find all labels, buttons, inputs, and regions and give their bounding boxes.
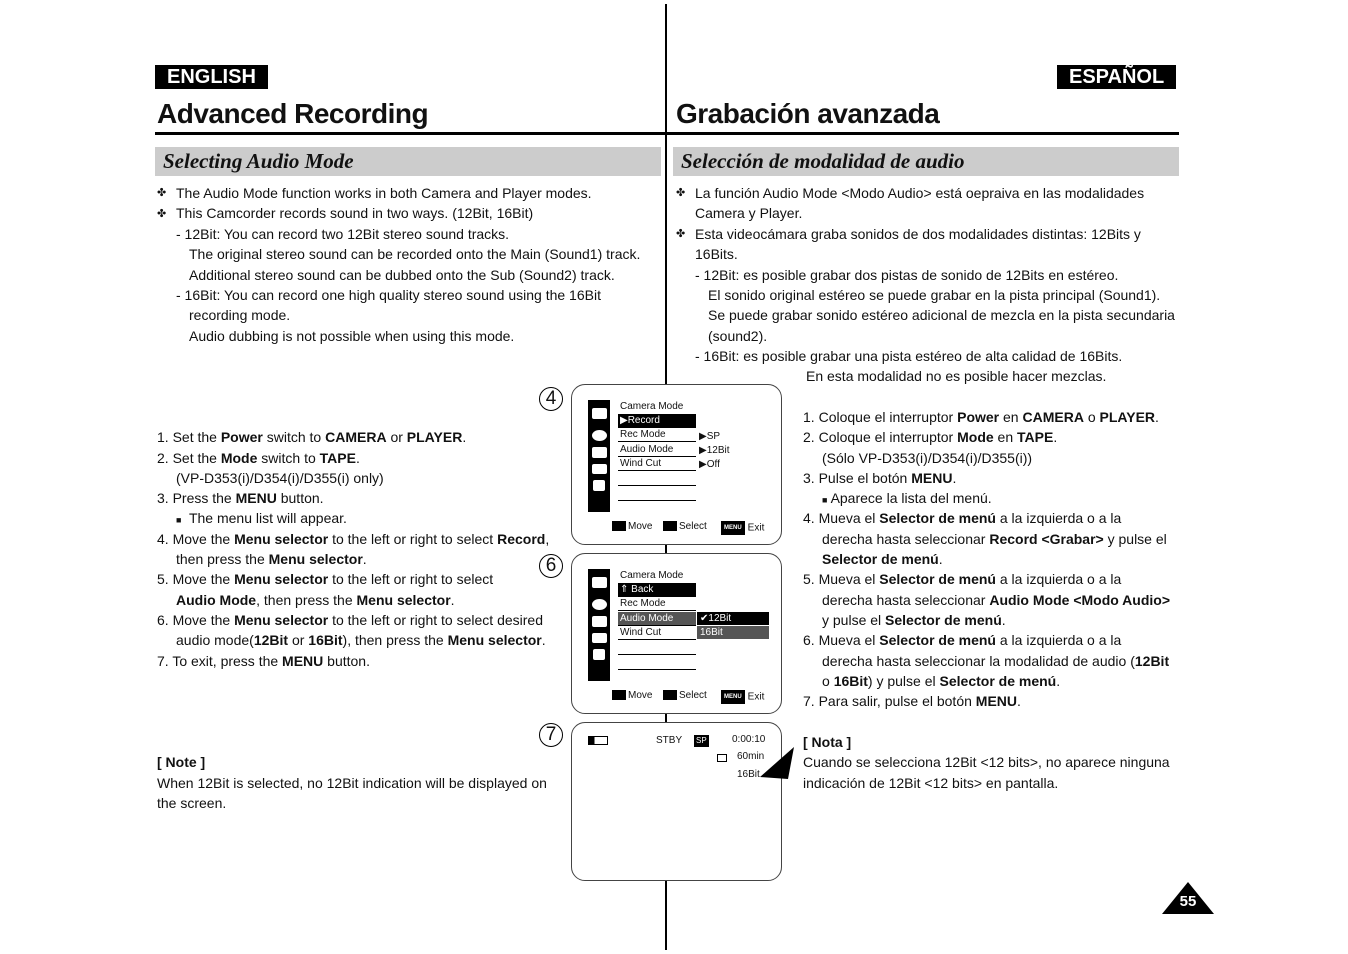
intro-line: - 16Bit: You can record one high quality stereo sound using the 16Bit — [176, 287, 601, 303]
intro-line: The original stereo sound can be recorded onto the Main (Sound1) track. — [189, 246, 641, 262]
step-line: 5. Mueva el Selector de menú a la izquierda o a la — [803, 571, 1122, 587]
intro-line: Audio dubbing is not possible when using this mode. — [189, 328, 515, 344]
tape-remaining: 60min — [737, 751, 765, 762]
step-line: o 16Bit) y pulse el Selector de menú. — [822, 673, 1061, 689]
intro-line: - 12Bit: es posible grabar dos pistas de sonido de 12Bits en estéreo. — [695, 267, 1119, 283]
note-title-es: [ Nota ] — [803, 734, 852, 750]
section-heading-es: Selección de modalidad de audio — [673, 147, 1179, 176]
intro-line: recording mode. — [189, 307, 291, 323]
cross-bullet-icon: ✤ — [676, 187, 686, 199]
battery-icon — [588, 736, 608, 745]
footer-exit: MENU Exit — [721, 690, 764, 704]
menu-item-wind-cut[interactable]: Wind Cut — [618, 626, 696, 640]
stby-indicator: STBY — [656, 735, 683, 746]
step-line: y pulse el Selector de menú. — [822, 612, 1006, 628]
menu-item-audio-mode[interactable]: Audio Mode — [618, 443, 696, 457]
record-icon — [592, 599, 607, 610]
step-line: 1. Coloque el interruptor Power en CAMERA o PLAYER. — [803, 409, 1159, 425]
menu-button-icon: MENU — [721, 521, 745, 535]
record-icon — [592, 430, 607, 441]
intro-line: Additional stereo sound can be dubbed onto the Sub (Sound2) track. — [189, 267, 615, 283]
intro-line: This Camcorder records sound in two ways. (12Bit, 16Bit) — [176, 205, 534, 221]
step-line: ■ Aparece la lista del menú. — [822, 490, 992, 506]
step-line: 2. Set the Mode switch to TAPE. — [157, 450, 360, 466]
footer-move: Move — [612, 521, 652, 533]
step-line: Audio Mode, then press the Menu selector. — [176, 592, 455, 608]
intro-line: Esta videocámara graba sonidos de dos modalidades distintas: 12Bits y — [695, 226, 1141, 242]
page-number: 55 — [1179, 893, 1197, 910]
step-line: 4. Mueva el Selector de menú a la izquierda o a la — [803, 510, 1122, 526]
espanol-badge: ESPAÑOL — [1057, 65, 1176, 89]
tape-icon — [717, 754, 727, 762]
footer-move: Move — [612, 690, 652, 702]
note-text-en: When 12Bit is selected, no 12Bit indication will be displayed on — [157, 775, 547, 791]
note-text-es: Cuando se selecciona 12Bit <12 bits>, no aparece ninguna — [803, 754, 1170, 770]
pointer-arrow-icon — [760, 747, 795, 781]
step-line: 6. Move the Menu selector to the left or right to select desired — [157, 612, 543, 628]
step-line: Selector de menú. — [822, 551, 943, 567]
intro-line: La función Audio Mode <Modo Audio> está oepraiva en las modalidades — [695, 185, 1145, 201]
step-line: (VP-D353(i)/D354(i)/D355(i) only) — [176, 470, 384, 486]
display-icon — [592, 464, 607, 474]
cross-bullet-icon: ✤ — [676, 228, 686, 240]
camera-icon — [592, 408, 607, 419]
footer-select: Select — [663, 690, 707, 702]
menu-blank-line — [618, 669, 696, 670]
intro-line: - 12Bit: You can record two 12Bit stereo sound tracks. — [176, 226, 510, 242]
camera-setting-icon — [592, 447, 607, 458]
menu-title: Camera Mode — [620, 570, 684, 581]
select-icon — [663, 690, 677, 700]
menu-title: Camera Mode — [620, 401, 684, 412]
step-number-6: 6 — [539, 554, 563, 578]
menu-item-audio-mode[interactable]: Audio Mode — [618, 612, 696, 626]
step-line: (Sólo VP-D353(i)/D354(i)/D355(i)) — [822, 450, 1033, 466]
step-line: derecha hasta seleccionar la modalidad de audio (12Bit — [822, 653, 1170, 669]
menu-item-record[interactable]: ▶Record — [618, 414, 696, 428]
page-title-en: Advanced Recording — [157, 98, 429, 129]
square-bullet-icon: ■ — [176, 515, 182, 525]
screen-panel-record-menu — [571, 384, 782, 545]
step-line: 6. Mueva el Selector de menú a la izquierda o a la — [803, 632, 1122, 648]
step-line: 5. Move the Menu selector to the left or right to select — [157, 571, 494, 587]
time-counter: 0:00:10 — [732, 734, 766, 745]
intro-line: En esta modalidad no es posible hacer mezclas. — [806, 368, 1107, 384]
intro-line: Camera y Player. — [695, 205, 803, 221]
menu-sidebar — [588, 569, 610, 681]
step-line: 1. Set the Power switch to CAMERA or PLAYER. — [157, 429, 467, 445]
step-line: 2. Coloque el interruptor Mode en TAPE. — [803, 429, 1058, 445]
menu-item-back[interactable]: ⇑ Back — [618, 583, 696, 597]
step-number-4: 4 — [539, 387, 563, 411]
gear-icon — [593, 649, 605, 660]
cross-bullet-icon: ✤ — [157, 208, 167, 220]
display-icon — [592, 633, 607, 643]
step-line: 4. Move the Menu selector to the left or right to select Record, — [157, 531, 550, 547]
step-line: ■ The menu list will appear. — [176, 510, 347, 526]
step-line: derecha hasta seleccionar Audio Mode <Modo Audio> — [822, 592, 1171, 608]
step-line: then press the Menu selector. — [176, 551, 367, 567]
step-line: 3. Pulse el botón MENU. — [803, 470, 957, 486]
note-text-es: indicación de 12Bit <12 bits> en pantalla. — [803, 775, 1059, 791]
step-line: 7. To exit, press the MENU button. — [157, 653, 370, 669]
gear-icon — [593, 480, 605, 491]
screen-panel-standby-display — [571, 722, 782, 881]
menu-blank-line — [618, 485, 696, 486]
section-heading-en: Selecting Audio Mode — [155, 147, 661, 176]
menu-blank-line — [618, 500, 696, 501]
title-rule — [155, 132, 1179, 135]
step-line: 3. Press the MENU button. — [157, 490, 324, 506]
footer-select: Select — [663, 521, 707, 533]
option-rec-mode: ▶SP — [699, 431, 721, 442]
select-icon — [663, 521, 677, 531]
audio-bit-indicator: 16Bit — [737, 769, 760, 780]
intro-line: Se puede grabar sonido estéreo adicional de mezcla en la pista secundaria — [708, 307, 1175, 323]
step-number-7: 7 — [539, 723, 563, 747]
menu-item-rec-mode[interactable]: Rec Mode — [618, 428, 696, 442]
intro-line: 16Bits. — [695, 246, 738, 262]
english-badge: ENGLISH — [155, 65, 268, 89]
menu-item-rec-mode[interactable]: Rec Mode — [618, 597, 696, 611]
note-title-en: [ Note ] — [157, 754, 206, 770]
note-text-en: the screen. — [157, 795, 227, 811]
option-wind-cut: ▶Off — [699, 459, 720, 470]
menu-sidebar — [588, 400, 610, 512]
option-16bit[interactable]: 16Bit — [697, 626, 769, 639]
step-line: 7. Para salir, pulse el botón MENU. — [803, 693, 1021, 709]
sp-badge: SP — [696, 736, 707, 745]
step-line: audio mode(12Bit or 16Bit), then press the Menu selector. — [176, 632, 546, 648]
square-bullet-icon: ■ — [822, 495, 828, 505]
step-line: derecha hasta seleccionar Record <Grabar> y pulse el — [822, 531, 1167, 547]
footer-exit: MENU Exit — [721, 521, 764, 535]
option-audio-mode: ▶12Bit — [699, 445, 730, 456]
intro-line: (sound2). — [708, 328, 768, 344]
intro-line: El sonido original estéreo se puede grabar en la pista principal (Sound1). — [708, 287, 1161, 303]
move-icon — [612, 690, 626, 700]
camera-setting-icon — [592, 616, 607, 627]
cross-bullet-icon: ✤ — [157, 187, 167, 199]
screen-panel-audio-mode-menu — [571, 553, 782, 714]
camera-icon — [592, 577, 607, 588]
menu-item-wind-cut[interactable]: Wind Cut — [618, 457, 696, 471]
intro-line: The Audio Mode function works in both Camera and Player modes. — [176, 185, 592, 201]
intro-line: - 16Bit: es posible grabar una pista estéreo de alta calidad de 16Bits. — [695, 348, 1123, 364]
page-title-es: Grabación avanzada — [676, 98, 940, 129]
menu-blank-line — [618, 654, 696, 655]
menu-button-icon: MENU — [721, 690, 745, 704]
move-icon — [612, 521, 626, 531]
option-12bit[interactable]: ✔12Bit — [697, 612, 769, 625]
